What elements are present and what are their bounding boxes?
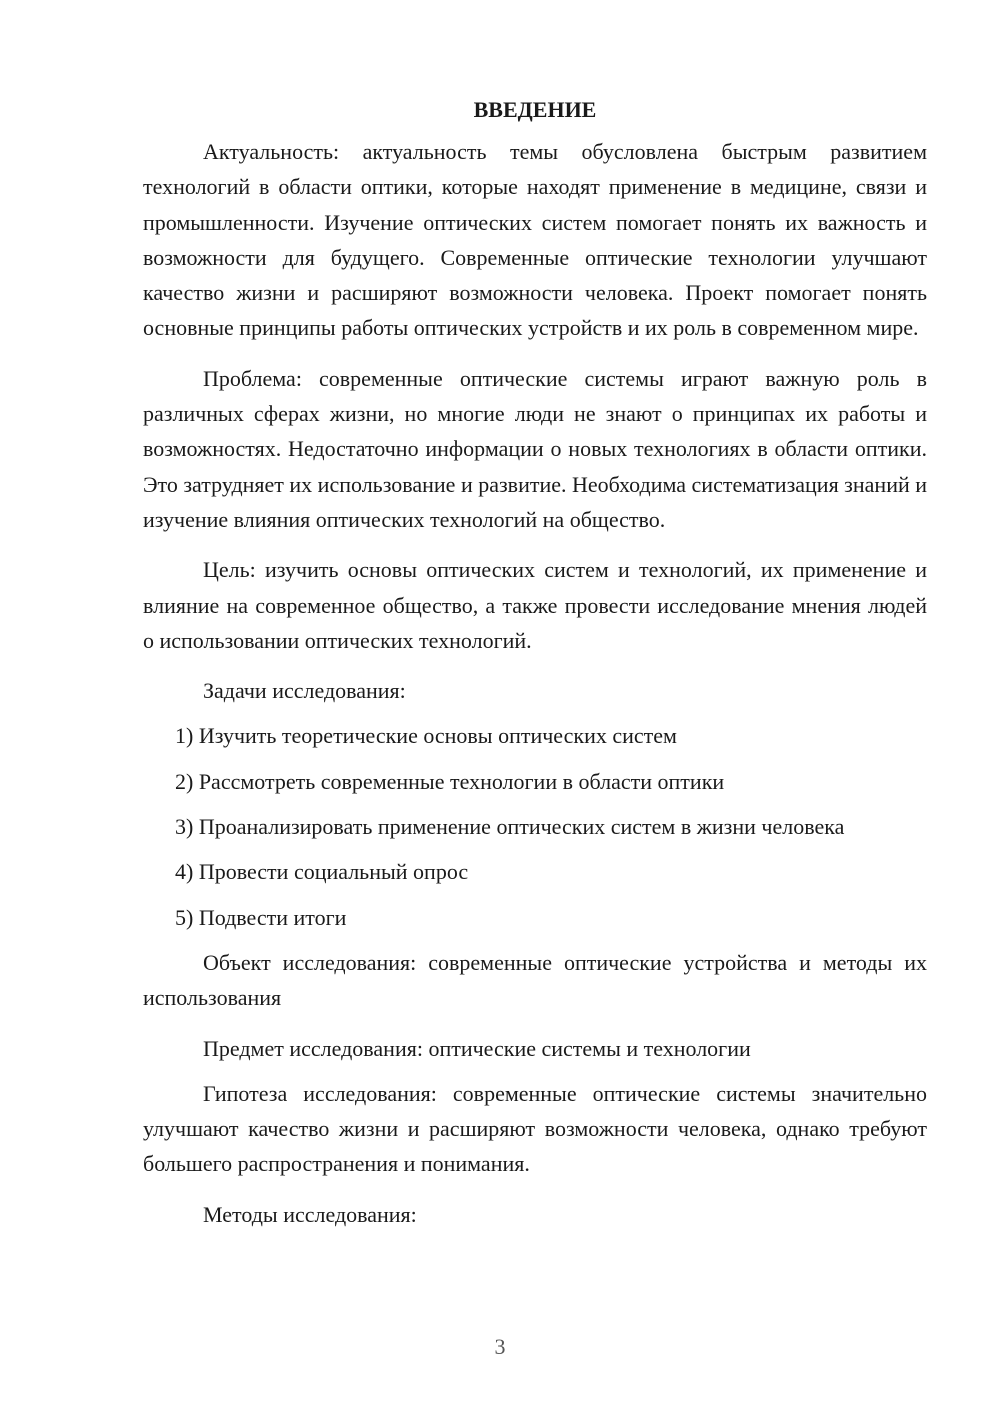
section-heading: ВВЕДЕНИЕ	[473, 97, 597, 122]
list-item: 2) Рассмотреть современные технологии в области оптики	[175, 768, 725, 794]
subject-paragraph: Предмет исследования: оптические системы и технологии	[203, 1035, 751, 1061]
goal-paragraph: Цель: изучить основы оптических систем и технологий, их применение и влияние на современное общество, а также провести исследование мнения людей о использовании оптических технологий.	[143, 557, 927, 653]
relevance-paragraph: Актуальность: актуальность темы обусловлена быстрым развитием технологий в области оптики, которые находят применение в медицине, связи и промышленности. Изучение оптических систем помогает понять их важность и возможности для будущего. Современные оптические технологии улучшают качество жизни и расширяют возможности человека. Проект помогает понять основные принципы работы оптических устройств и их роль в современном мире.	[143, 139, 927, 341]
tasks-intro: Задачи исследования:	[203, 678, 406, 704]
hypothesis-paragraph: Гипотеза исследования: современные оптические системы значительно улучшают качество жизни и расширяют возможности человека, однако требуют большего распространения и понимания.	[143, 1080, 927, 1177]
problem-paragraph: Проблема: современные оптические системы играют важную роль в различных сферах жизни, но многие люди не знают о принципах их работы и возможностях. Недостаточно информации о новых технологиях в области оптики. Это затрудняет их использование и развитие. Необходима систематизация знаний и изучение влияния оптических технологий на общество.	[143, 365, 928, 532]
list-item: 5) Подвести итоги	[175, 904, 347, 930]
list-item: 1) Изучить теоретические основы оптических систем	[175, 723, 677, 749]
object-paragraph: Объект исследования: современные оптические устройства и методы их использования	[143, 949, 927, 1011]
list-item: 4) Провести социальный опрос	[175, 859, 469, 885]
page-content	[143, 94, 927, 1242]
list-item: 3) Проанализировать применение оптических систем в жизни человека	[175, 814, 845, 840]
methods-intro: Методы исследования:	[203, 1201, 417, 1227]
tasks-list	[143, 718, 927, 934]
page-number: 3	[494, 1334, 506, 1359]
